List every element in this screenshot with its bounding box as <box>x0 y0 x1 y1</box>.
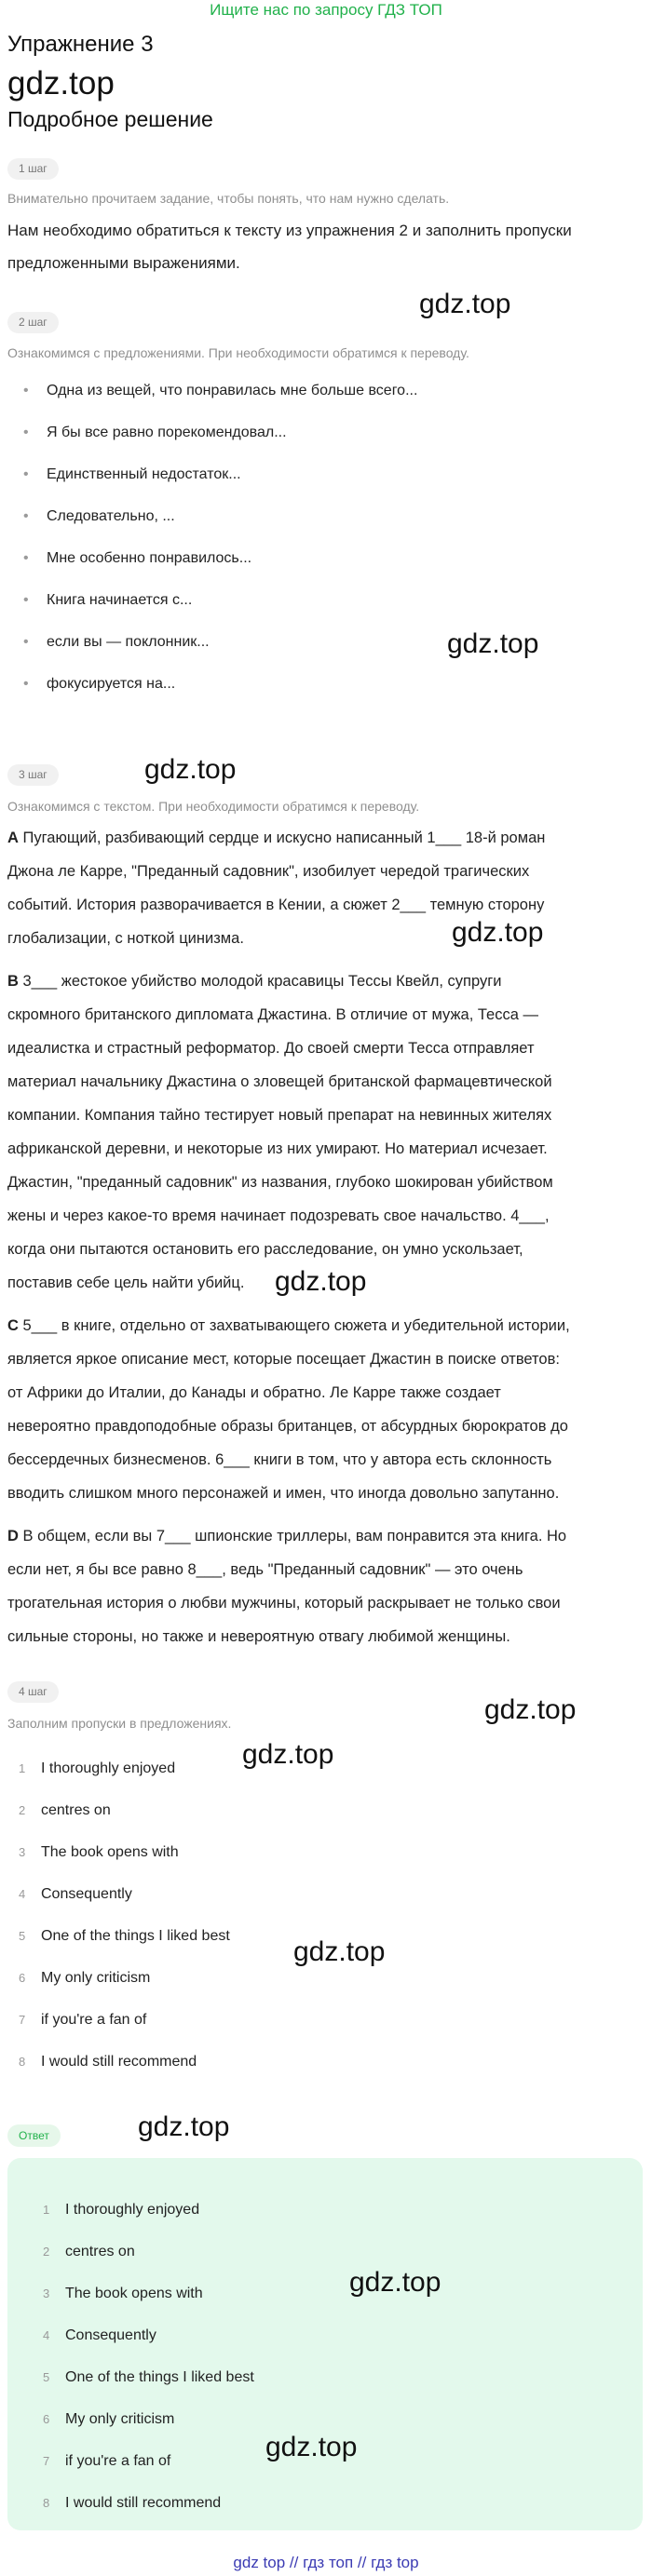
list-item: 7 if you're a fan of <box>43 2453 171 2469</box>
list-item: 1 I thoroughly enjoyed <box>43 2202 200 2218</box>
list-item: 4 Consequently <box>19 1886 132 1902</box>
step-1-desc: Внимательно прочитаем задание, чтобы понять, что нам нужно сделать. <box>7 191 450 206</box>
step-4-answer-list <box>19 1758 230 2093</box>
search-banner: Ищите нас по запросу ГДЗ ТОП <box>210 1 442 19</box>
list-item: • если вы — поклонник... <box>20 631 417 673</box>
bullet-icon: • <box>23 466 29 482</box>
sentence-list <box>20 380 417 715</box>
bullet-icon: • <box>23 676 29 692</box>
bullet-icon: • <box>23 383 29 398</box>
list-item: 2 centres on <box>19 1802 111 1818</box>
answer-badge: Ответ <box>7 2124 61 2147</box>
list-item: 8 I would still recommend <box>43 2495 222 2511</box>
watermark: gdz.top <box>242 1739 334 1770</box>
list-item: 1 I thoroughly enjoyed <box>19 1760 176 1776</box>
paragraph-c: C 5___ в книге, отдельно от захватывающего сюжета и убедительной истории, является яркое описание мест, которые посещает Джастин в поиске ответов: от Африки до Италии, до Канады и обратно. Ле Карре также создает невероятно правдоподобные образы британцев, от абсурдных бюрократов до бессердечных бизнесменов. 6___ книги в том, что у автора есть склонность вводить слишком много персонажей и имен, что иногда довольно запутанно. <box>7 1317 570 1502</box>
exercise-title: Упражнение 3 <box>7 32 154 57</box>
footer-links[interactable]: gdz top // гдз топ // гдз top <box>233 2554 419 2571</box>
list-item: 5 One of the things I liked best <box>43 2369 254 2385</box>
watermark: gdz.top <box>144 754 237 785</box>
watermark: gdz.top <box>275 1266 367 1297</box>
paragraph-letter: C <box>7 1317 19 1334</box>
step-3-desc: Ознакомимся с текстом. При необходимости обратимся к переводу. <box>7 799 420 814</box>
step-2-desc: Ознакомимся с предложениями. При необходимости обратимся к переводу. <box>7 345 469 360</box>
step-2-badge: 2 шаг <box>7 312 59 333</box>
task-text-line: Нам необходимо обратиться к тексту из упражнения 2 и заполнить пропуски <box>7 222 572 239</box>
list-item: • Я бы все равно порекомендовал... <box>20 422 417 464</box>
step-4-desc: Заполним пропуски в предложениях. <box>7 1716 232 1731</box>
list-item: 7 if you're a fan of <box>19 2012 147 2028</box>
paragraph-b: B 3___ жестокое убийство молодой красавицы Тессы Квейл, супруги скромного британского дипломата Джастина. В отличие от мужа, Тесса — идеалистка и страстный реформатор. До своей смерти Тесса отправляет материал начальнику Джастина о зловещей британской фармацевтической компании. Компания тайно тестирует новый препарат на невинных жителях африканской деревни, и некоторые из них умирают. Но материал исчезает. Джастин, "преданный садовник" из названия, глубоко шокирован убийством жены и через какое-то время начинает подозревать свое начальство. 4___, когда они пытаются остановить его расследование, он умно ускользает, поставив себе цель найти убийц. <box>7 973 553 1291</box>
solution-title: Подробное решение <box>7 107 213 131</box>
list-item: 8 I would still recommend <box>19 2054 197 2070</box>
final-answer-list <box>43 2199 254 2534</box>
list-item: 6 My only criticism <box>19 1970 151 1986</box>
step-4-badge: 4 шаг <box>7 1681 59 1703</box>
list-item: 3 The book opens with <box>43 2286 203 2301</box>
paragraph-letter: B <box>7 973 19 990</box>
watermark: gdz.top <box>349 2267 441 2298</box>
paragraph-letter: A <box>7 829 19 846</box>
task-text <box>7 214 641 279</box>
watermark: gdz.top <box>484 1694 577 1725</box>
bullet-icon: • <box>23 634 29 650</box>
list-item: 4 Consequently <box>43 2327 156 2343</box>
list-item: • Книга начинается с... <box>20 589 417 631</box>
task-text-line: предложенными выражениями. <box>7 254 240 272</box>
watermark: gdz.top <box>419 289 511 319</box>
watermark: gdz.top <box>293 1936 386 1967</box>
list-item: • фокусируется на... <box>20 673 417 715</box>
list-item: 5 One of the things I liked best <box>19 1928 230 1944</box>
step-1-badge: 1 шаг <box>7 158 59 180</box>
paragraph-letter: D <box>7 1528 19 1544</box>
bullet-icon: • <box>23 425 29 440</box>
watermark: gdz.top <box>452 917 544 948</box>
list-item: • Одна из вещей, что понравилась мне больше всего... <box>20 380 417 422</box>
paragraph-a: A Пугающий, разбивающий сердце и искусно написанный 1___ 18-й роман Джона ле Карре, "Преданный садовник", изобилует чередой трагических событий. История разворачивается в Кении, а сюжет 2___ темную сторону глобализации, с ноткой цинизма. <box>7 829 546 947</box>
list-item: 3 The book opens with <box>19 1844 179 1860</box>
watermark: gdz.top <box>138 2111 230 2142</box>
paragraph-d: D В общем, если вы 7___ шпионские триллеры, вам понравится эта книга. Но если нет, я бы все равно 8___, ведь "Преданный садовник" — это очень трогательная история о любви мужчины, который раскрывает не только свои сильные стороны, но также и невероятную отвагу любимой женщины. <box>7 1528 567 1645</box>
list-item: 2 centres on <box>43 2244 135 2259</box>
step-3-badge: 3 шаг <box>7 764 59 786</box>
list-item: • Следовательно, ... <box>20 506 417 547</box>
list-item: 6 My only criticism <box>43 2411 175 2427</box>
site-name: gdz.top <box>7 65 115 101</box>
bullet-icon: • <box>23 508 29 524</box>
list-item: • Мне особенно понравилось... <box>20 547 417 589</box>
watermark: gdz.top <box>447 628 539 659</box>
watermark: gdz.top <box>265 2432 358 2462</box>
list-item: • Единственный недостаток... <box>20 464 417 506</box>
bullet-icon: • <box>23 592 29 608</box>
bullet-icon: • <box>23 550 29 566</box>
